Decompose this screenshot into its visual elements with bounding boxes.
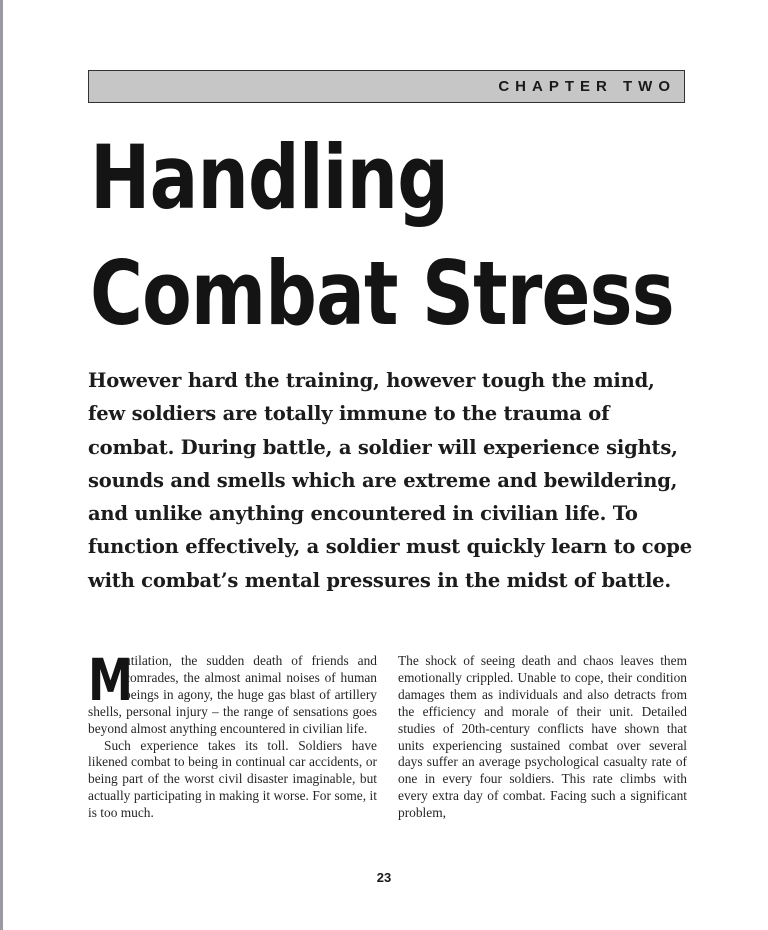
body-paragraph: The shock of seeing death and chaos leaves them emotionally crippled. Unable to cope, their condition damages them as individuals and also detracts from the efficiency and morale of their unit. Detailed studies of 20th-century conflicts have shown that units experiencing sustained combat over several days suffer an average psychological casualty rate of one in every four soldiers. This rate climbs with every extra day of combat. Facing such a significant problem, [398, 653, 687, 821]
drop-cap: M [88, 646, 134, 714]
body-paragraph [88, 646, 377, 738]
chapter-header-bar [88, 70, 685, 103]
chapter-title-line-2: Combat Stress [90, 242, 674, 345]
chapter-title [90, 120, 674, 352]
chapter-label: CHAPTER TWO [498, 78, 676, 95]
body-paragraph-text: utilation, the sudden death of friends and comrades, the almost animal noises of human beings in agony, the huge gas blast of artillery shells, personal injury – the range of sensations goes beyond almost anything encountered in civilian life. [88, 653, 377, 736]
page-edge [0, 0, 3, 930]
chapter-title-line-1: Handling [90, 126, 449, 229]
body-column-right [398, 653, 687, 822]
body-paragraph: Such experience takes its toll. Soldiers have likened combat to being in continual car accidents, or being part of the worst civil disaster imaginable, but actually participating in making it worse. For some, it is too much. [88, 737, 377, 821]
body-column-left [88, 646, 377, 822]
page-number: 23 [376, 870, 392, 885]
intro-paragraph: However hard the training, however tough the mind, few soldiers are totally immune to the trauma of combat. During battle, a soldier will experience sights, sounds and smells which are extreme and bewildering, and unlike anything encountered in civilian life. To function effectively, a soldier must quickly learn to cope with combat’s mental pressures in the midst of battle. [88, 369, 692, 592]
